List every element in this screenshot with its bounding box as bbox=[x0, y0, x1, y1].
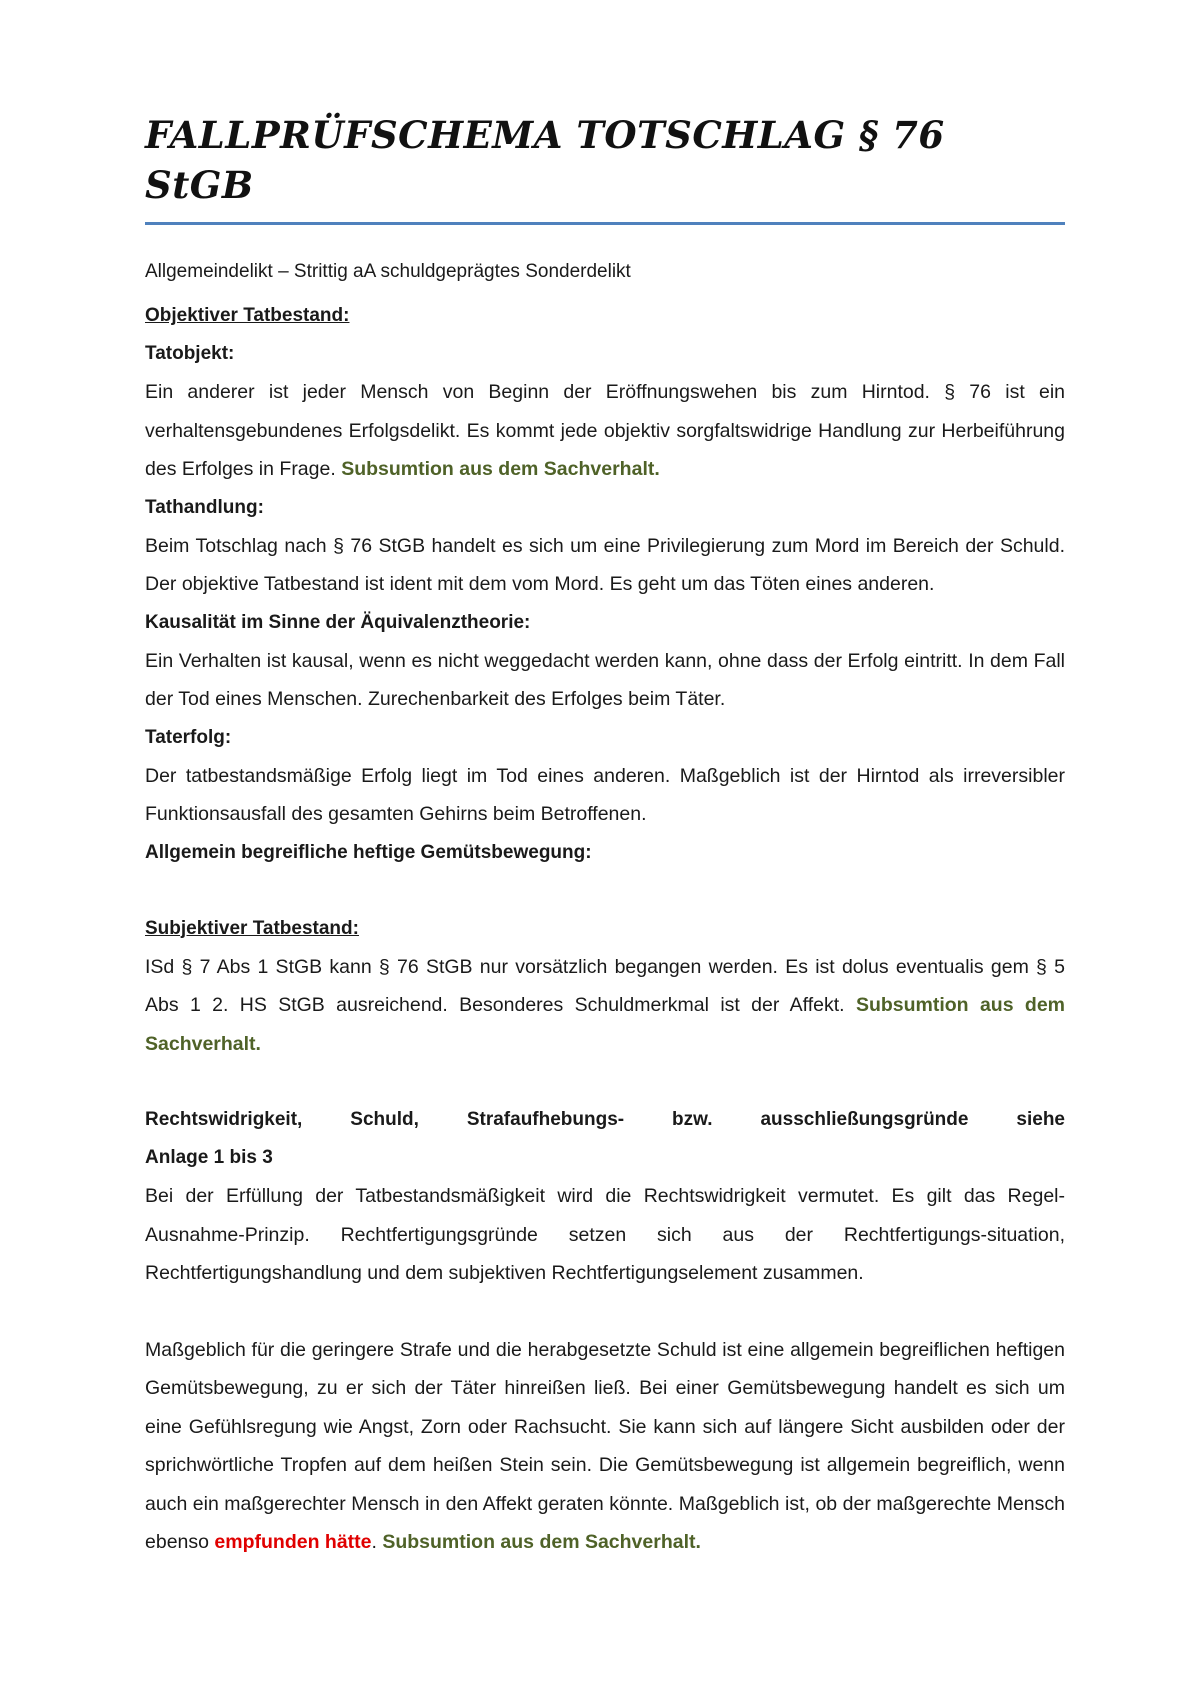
document-title: FALLPRÜFSCHEMA TOTSCHLAG § 76 StGB bbox=[145, 113, 945, 207]
final-subsumtion: Subsumtion aus dem Sachverhalt. bbox=[382, 1531, 701, 1553]
final-paragraph bbox=[145, 1331, 1065, 1562]
taterfolg-heading: Taterfolg: bbox=[145, 726, 232, 748]
taterfolg-paragraph: Der tatbestandsmäßige Erfolg liegt im Tod eines anderen. Maßgeblich ist der Hirntod als irreversibler Funktionsausfall des gesamten Gehirns beim Betroffenen. bbox=[145, 764, 1065, 825]
subjective-text: ISd § 7 Abs 1 StGB kann § 76 StGB nur vorsätzlich begangen werden. Es ist dolus eventualis gem § 5 Abs 1 2. HS StGB ausreichend. Besonderes Schuldmerkmal ist der Affekt. bbox=[145, 955, 1065, 1016]
gemuetsbewegung-heading: Allgemein begreifliche heftige Gemütsbewegung: bbox=[145, 841, 592, 863]
tatobjekt-subsumtion: Subsumtion aus dem Sachverhalt. bbox=[341, 458, 660, 480]
document-page bbox=[145, 110, 1065, 1562]
tatobjekt-text: Ein anderer ist jeder Mensch von Beginn der Eröffnungswehen bis zum Hirntod. § 76 ist ein verhaltensgebundenes Erfolgsdelikt. Es kommt jede objektiv sorgfaltswidrige Handlung zur Herbeiführung des Erfolges in Frage. bbox=[145, 381, 1065, 480]
title-underline-rule bbox=[145, 222, 1065, 225]
intro-text: Allgemeindelikt – Strittig aA schuldgeprägtes Sonderdelikt bbox=[145, 261, 631, 282]
rechtswidrigkeit-heading-line1: Rechtswidrigkeit, Schuld, Strafaufhebungs- bzw. ausschließungsgründe siehe bbox=[145, 1109, 1065, 1130]
final-text: Maßgeblich für die geringere Strafe und die herabgesetzte Schuld ist eine allgemein begreiflichen heftigen Gemütsbewegung, zu er sich der Täter hinreißen ließ. Bei einer Gemütsbewegung handelt es sich um eine Gefühlsregung wie Angst, Zorn oder Rachsucht. Sie kann sich auf längere Sicht ausbilden oder der sprichwörtliche Tropfen auf dem heißen Stein sein. Die Gemütsbewegung ist allgemein begreiflich, wenn auch ein maßgerechter Mensch in den Affekt geraten könnte. Maßgeblich ist, ob der maßgerechte Mensch ebenso bbox=[145, 1338, 1065, 1553]
final-separator: . bbox=[371, 1531, 383, 1553]
subjective-paragraph bbox=[145, 948, 1065, 1064]
kausalitaet-paragraph: Ein Verhalten ist kausal, wenn es nicht weggedacht werden kann, ohne dass der Erfolg eintritt. In dem Fall der Tod eines Menschen. Zurechenbarkeit des Erfolges beim Täter. bbox=[145, 649, 1065, 710]
subjective-subsumtion: Subsumtion aus dem Sachverhalt. bbox=[145, 994, 1066, 1055]
tatobjekt-heading: Tatobjekt: bbox=[145, 343, 235, 364]
final-highlight: empfunden hätte bbox=[214, 1531, 372, 1553]
tatobjekt-paragraph bbox=[145, 373, 1065, 489]
rechtswidrigkeit-paragraph: Bei der Erfüllung der Tatbestandsmäßigkeit wird die Rechtswidrigkeit vermutet. Es gilt das Regel-Ausnahme-Prinzip. Rechtfertigungsgründe setzen sich aus der Rechtfertigungs-situation, Rechtfertigungshandlung und dem subjektiven Rechtfertigungselement zusammen. bbox=[145, 1185, 1065, 1284]
rechtswidrigkeit-heading-line2: Anlage 1 bis 3 bbox=[145, 1147, 273, 1168]
tathandlung-paragraph: Beim Totschlag nach § 76 StGB handelt es sich um eine Privilegierung zum Mord im Bereich der Schuld. Der objektive Tatbestand ist ident mit dem vom Mord. Es geht um das Töten eines anderen. bbox=[145, 534, 1065, 595]
subjective-heading: Subjektiver Tatbestand: bbox=[145, 917, 359, 939]
objective-heading: Objektiver Tatbestand: bbox=[145, 305, 350, 326]
tathandlung-heading: Tathandlung: bbox=[145, 496, 264, 518]
kausalitaet-heading: Kausalität im Sinne der Äquivalenztheorie: bbox=[145, 611, 531, 633]
